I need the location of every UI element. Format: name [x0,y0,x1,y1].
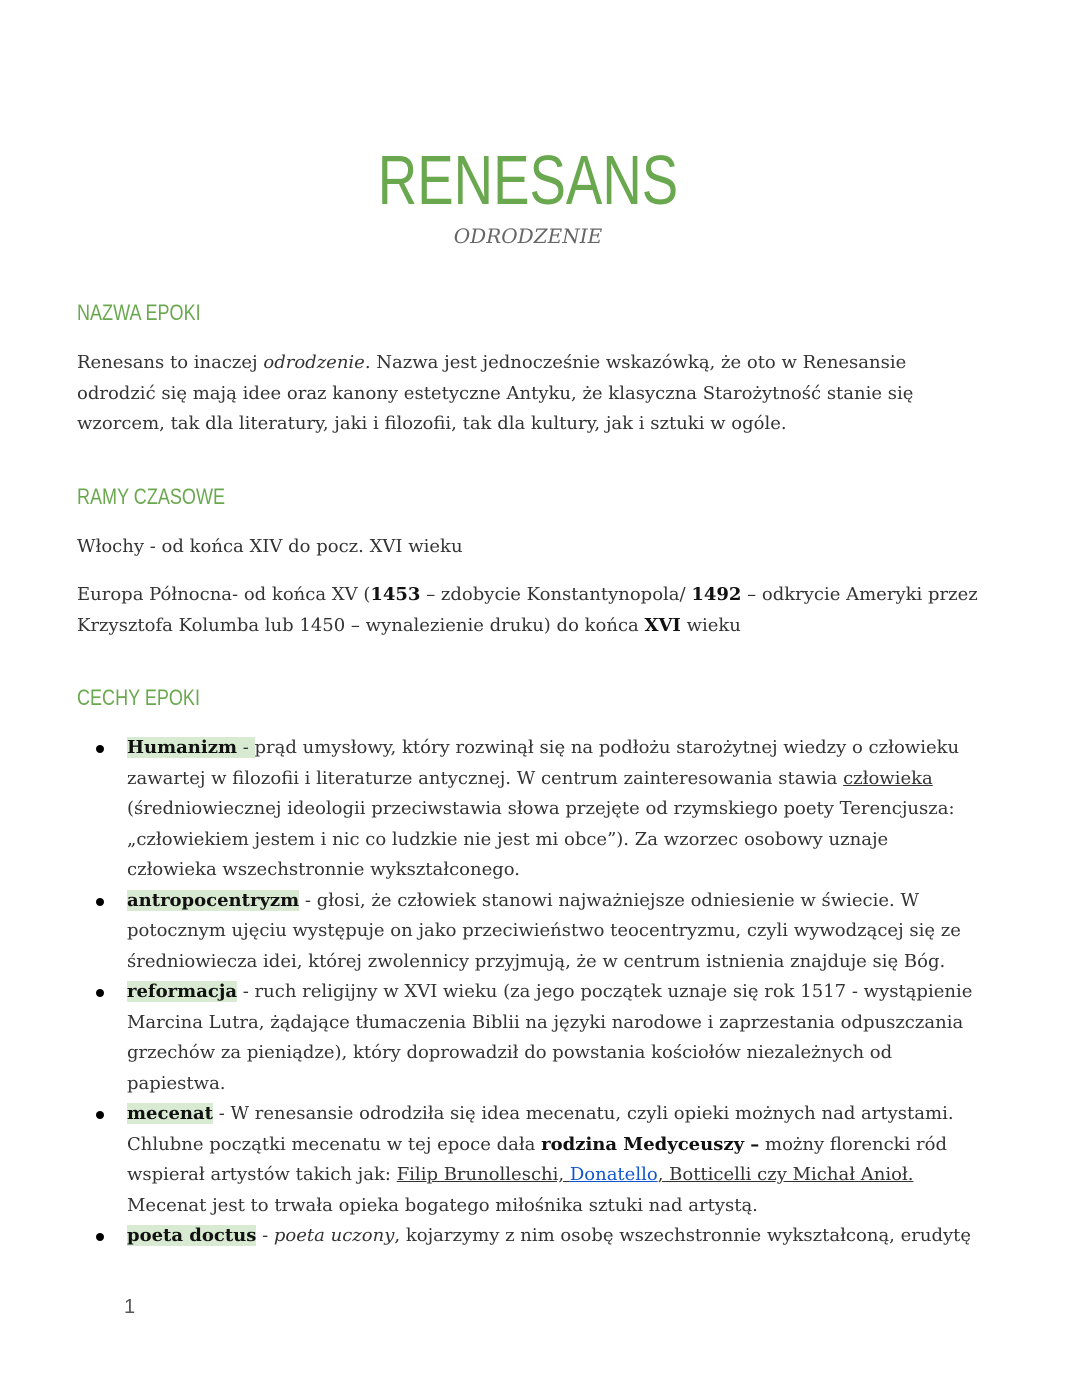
bold-text: rodzina Medyceuszy – [541,1133,760,1155]
section-heading-ramy: RAMY CZASOWE [77,484,226,509]
term-humanizm: Humanizm [127,737,237,758]
separator: - [237,737,255,758]
bullet-icon [96,989,104,997]
bullet-icon [96,1111,104,1119]
separator: - [256,1225,274,1246]
term-antropocentryzm: antropocentryzm [127,889,300,911]
term-poeta-doctus: poeta doctus [127,1225,257,1246]
term-mecenat: mecenat [127,1103,213,1124]
document-subtitle: ODRODZENIE [453,224,603,248]
underlined-text: Filip Brunolleschi, [396,1164,565,1185]
text: W renesansie odrodziła się idea mecenatu, czyli opieki możnych nad artystami. Chlubne początki mecenatu w tej epoce dała [127,1103,954,1155]
features-list [77,733,982,1252]
bold-text: XVI [644,614,681,636]
underlined-text: , Botticelli czy Michał Anioł. [657,1164,914,1185]
text: prąd umysłowy, który rozwinął się na podłożu starożytnej wiedzy o człowieku zawartej w filozofii i literaturze antycznej. W centrum zainteresowania stawia [127,737,960,789]
text: (średniowiecznej ideologii przeciwstawia słowa przejęte od rzymskiego poety Terencjusza: „człowiekiem jestem i nic co ludzkie nie jest mi obce”). Za wzorzec osobowy uznaje człowieka wszechstronnie wykształconego. [127,798,955,880]
text: głosi, że człowiek stanowi najważniejsze odniesienie w świecie. W potocznym ujęciu występuje on jako przeciwieństwo teocentryzmu, czyli wywodzącej się ze średniowiecza idei, której zwolennicy przyjmują, że w centrum istnienia znajduje się Bóg. [127,889,961,972]
text: Renesans to inaczej [77,352,264,373]
bullet-icon [96,1233,104,1241]
list-item [77,1221,982,1252]
term-reformacja: reformacja [127,981,238,1002]
list-item [77,733,982,886]
paragraph-ramy-europa [77,580,982,641]
link-donatello[interactable]: Donatello [569,1164,658,1185]
text: – odkrycie Ameryki przez Krzysztofa Kolumba lub 1450 – wynalezienie druku) do końca [77,584,978,636]
bold-text: 1453 [370,584,421,605]
list-item [77,886,982,978]
separator: - [237,981,255,1002]
italic-text: odrodzenie [263,352,365,373]
paragraph-ramy-wlochy: Włochy - od końca XIV do pocz. XVI wieku [77,536,463,557]
text: Mecenat jest to trwała opieka bogatego miłośnika sztuki nad artystą. [127,1194,758,1216]
section-heading-cechy: CECHY EPOKI [77,685,200,710]
text: wieku [680,614,741,636]
text: . Nazwa jest jednocześnie wskazówką, że oto w Renesansie odrodzić się mają idee oraz kanony estetyczne Antyku, że klasyczna Starożytność stanie się wzorcem, tak dla literatury, jaki i filozofii, tak dla kultury, jak i sztuki w ogóle. [77,352,914,434]
list-item [77,1099,982,1221]
document-title: RENESANS [377,141,679,219]
separator: - [299,889,317,911]
section-heading-nazwa: NAZWA EPOKI [77,300,201,325]
list-item [77,977,982,1099]
text: Europa Północna- od końca XV ( [77,584,371,605]
italic-text: poeta uczony [273,1225,395,1246]
text: ruch religijny w XVI wieku (za jego początek uznaje się rok 1517 - wystąpienie Marcina Lutra, żądające tłumaczenia Biblii na języki narodowe i zaprzestania odpuszczania grzechów za pieniądze), który doprowadził do powstania kościołów niezależnych od papiestwa. [127,981,973,1094]
text: – zdobycie Konstantynopola/ [420,584,692,605]
underlined-text: człowieka [843,767,933,789]
page-number: 1 [124,1296,136,1318]
paragraph-nazwa [77,348,982,440]
text: , kojarzymy z nim osobę wszechstronnie wykształconą, erudytę [394,1225,972,1246]
bullet-icon [96,745,104,753]
text: możny florencki ród wspierał artystów takich jak: [127,1133,948,1185]
separator: - [212,1103,231,1124]
bullet-icon [96,898,104,906]
bold-text: 1492 [691,584,742,605]
